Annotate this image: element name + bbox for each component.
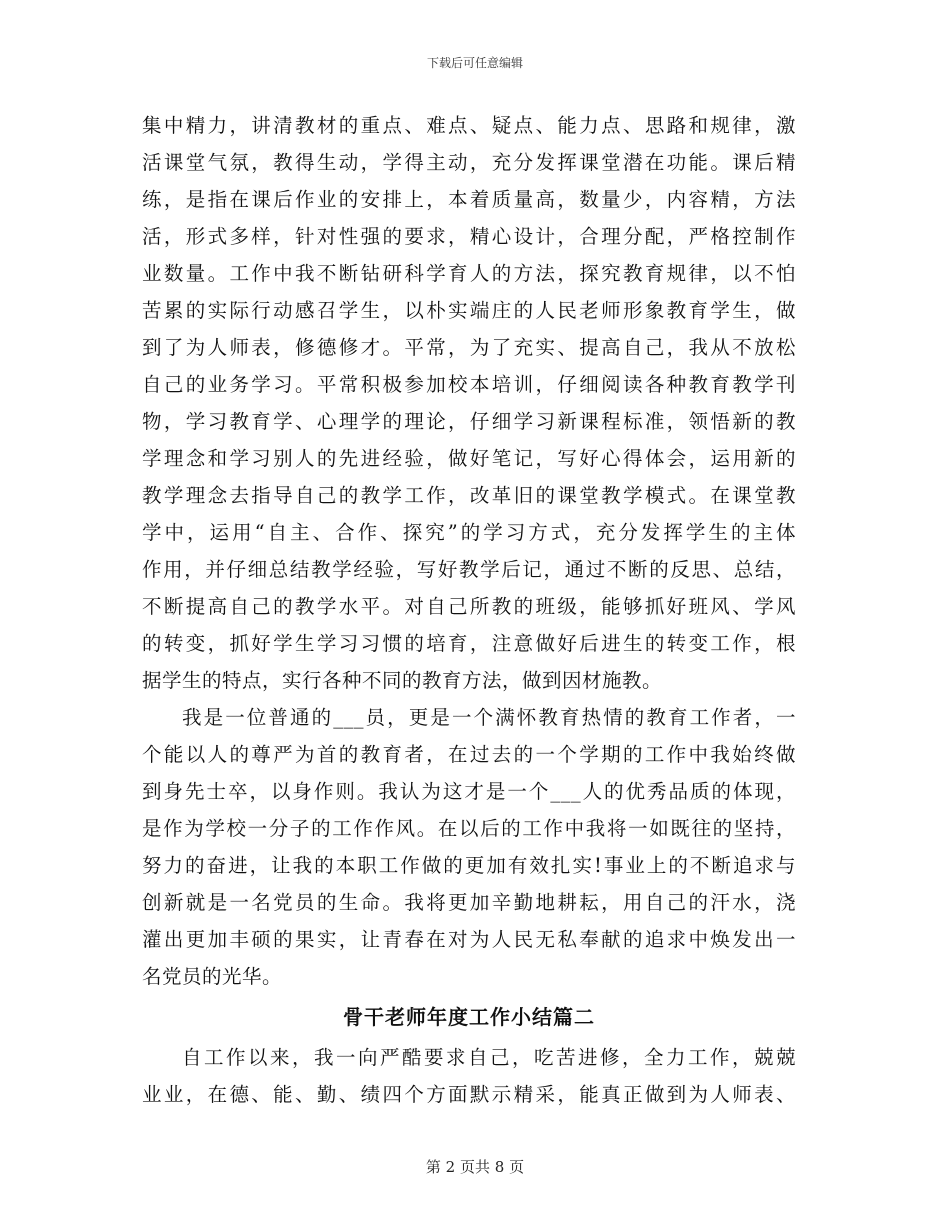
text-line: 据学生的特点，实行各种不同的教育方法，做到因材施教。 — [142, 669, 663, 692]
text-line: 名党员的光华。 — [142, 965, 283, 988]
text-line: 到身先士卒，以身作则。我认为这才是一个___人的优秀品质的体现， — [142, 780, 796, 803]
text-line: 学中，运用“自主、合作、探究”的学习方式，充分发挥学生的主体 — [142, 521, 796, 544]
paragraph-2 — [142, 699, 796, 995]
page-header-note: 下载后可任意编辑 — [426, 56, 523, 70]
text-line: 业数量。工作中我不断钻研科学育人的方法，探究教育规律，以不怕 — [142, 262, 796, 285]
text-line: 活课堂气氛，教得生动，学得主动，充分发挥课堂潜在功能。课后精 — [142, 151, 796, 174]
text-line: 学理念和学习别人的先进经验，做好笔记，写好心得体会，运用新的 — [142, 447, 796, 470]
text-line: 努力的奋进，让我的本职工作做的更加有效扎实!事业上的不断追求与 — [142, 854, 796, 877]
text-line: 到了为人师表，修德修才。平常，为了充实、提高自己，我从不放松 — [142, 336, 796, 359]
page-number: 第 2 页共 8 页 — [425, 1158, 525, 1176]
text-line: 练，是指在课后作业的安排上，本着质量高，数量少，内容精，方法 — [142, 188, 796, 211]
text-line: 作用，并仔细总结教学经验，写好教学后记，通过不断的反思、总结， — [142, 558, 796, 581]
text-line: 是作为学校一分子的工作作风。在以后的工作中我将一如既往的坚持， — [142, 817, 796, 840]
text-line: 不断提高自己的教学水平。对自己所教的班级，能够抓好班风、学风 — [142, 595, 796, 618]
text-line: 创新就是一名党员的生命。我将更加辛勤地耕耘，用自己的汗水，浇 — [142, 891, 796, 914]
text-line: 教学理念去指导自己的教学工作，改革旧的课堂教学模式。在课堂教 — [142, 484, 796, 507]
text-line: 我是一位普通的___员，更是一个满怀教育热情的教育工作者，一 — [182, 706, 796, 729]
text-line: 活，形式多样，针对性强的要求，精心设计，合理分配，严格控制作 — [142, 225, 796, 248]
text-line: 的转变，抓好学生学习习惯的培育，注意做好后进生的转变工作，根 — [142, 632, 796, 655]
section-heading: 骨干老师年度工作小结篇二 — [343, 1005, 595, 1029]
text-line: 业业，在德、能、勤、绩四个方面默示精采，能真正做到为人师表、 — [142, 1083, 796, 1106]
paragraph-1 — [142, 107, 796, 699]
text-line: 自工作以来，我一向严酷要求自己，吃苦进修，全力工作，兢兢 — [182, 1046, 796, 1069]
paragraph-3 — [142, 1039, 796, 1113]
text-line: 集中精力，讲清教材的重点、难点、疑点、能力点、思路和规律，激 — [142, 114, 796, 137]
text-line: 自己的业务学习。平常积极参加校本培训，仔细阅读各种教育教学刊 — [142, 373, 796, 396]
text-line: 灌出更加丰硕的果实，让青春在对为人民无私奉献的追求中焕发出一 — [142, 928, 796, 951]
document-body — [142, 107, 796, 1113]
text-line: 苦累的实际行动感召学生，以朴实端庄的人民老师形象教育学生，做 — [142, 299, 796, 322]
text-line: 个能以人的尊严为首的教育者，在过去的一个学期的工作中我始终做 — [142, 743, 796, 766]
text-line: 物，学习教育学、心理学的理论，仔细学习新课程标准，领悟新的教 — [142, 410, 796, 433]
